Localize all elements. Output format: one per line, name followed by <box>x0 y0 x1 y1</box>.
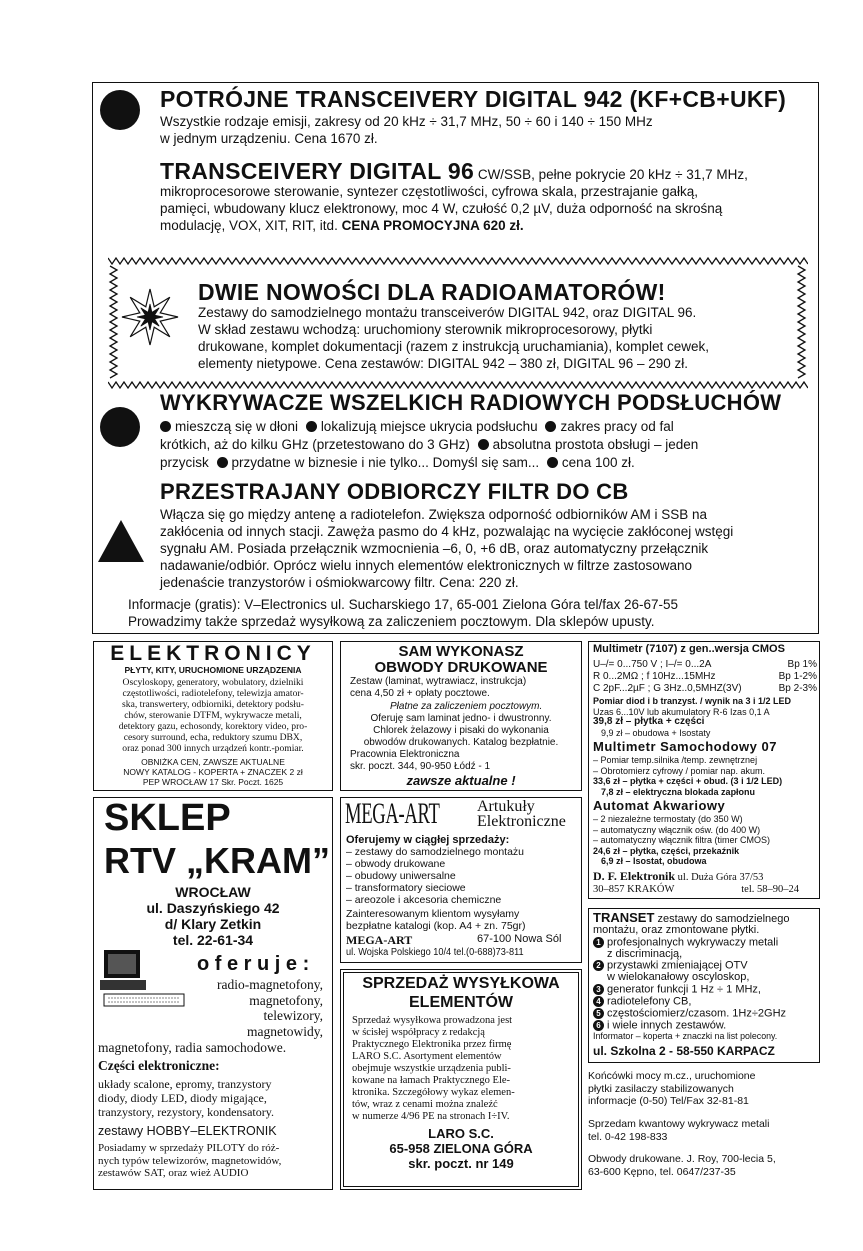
price: 7,8 zł – elektryczna blokada zapłonu <box>601 786 756 797</box>
bullet-icon <box>478 439 489 450</box>
line: bezpłatne katalogi (kop. A4 + zn. 75gr) <box>346 920 526 932</box>
line: cesory surround, echa, reduktory szumu DBX, <box>123 732 303 743</box>
price: 9,9 zł – obudowa + Isostaty <box>601 727 711 738</box>
line: układy scalone, epromy, tranzystory <box>98 1077 272 1091</box>
mega-art-logo: MEGA-ART <box>345 797 440 830</box>
price: 24,6 zł – płytka, części, przekaźnik <box>593 845 740 856</box>
mega-art-offer: Oferujemy w ciągłej sprzedaży: <box>346 834 510 846</box>
laro-box: skr. poczt. nr 149 <box>408 1156 514 1171</box>
line: Sprzedam kwantowy wykrywacz metali <box>588 1118 770 1130</box>
sam-text-list <box>342 713 580 749</box>
laro-footer <box>343 1126 579 1171</box>
elektronicy-subtitle: PŁYTY, KITY, URUCHOMIONE URZĄDZENIA <box>124 665 302 675</box>
mega-art-items <box>346 846 526 932</box>
mega-art-name: MEGA-ART <box>346 933 413 947</box>
line: informacje (0-50) Tel/Fax 32-81-81 <box>588 1095 749 1107</box>
spec-accuracy: Bp 1% <box>787 659 817 670</box>
firm-line <box>593 870 819 884</box>
sam-text-italic: Płatne za zaliczeniem pocztowym. <box>390 701 543 712</box>
number-badge-icon: 4 <box>593 996 604 1007</box>
bullet-dot-icon <box>100 407 140 447</box>
kram-oferuje: o f e r u j e : <box>197 953 310 975</box>
spec-accuracy: Bp 2-3% <box>778 683 817 694</box>
ad-text-wykrywacze-1 <box>160 418 674 435</box>
transet-address: ul. Szkolna 2 - 58-550 KARPACZ <box>593 1044 775 1058</box>
ad-title-filtr-cb: PRZESTRAJANY ODBIORCZY FILTR DO CB <box>160 479 629 504</box>
firm-city: 30–857 KRAKÓW <box>593 884 675 895</box>
kram-city: WROCŁAW <box>175 884 251 900</box>
ad-text-wykrywacze-3 <box>160 454 635 471</box>
transet-item-cont: z discriminacją, <box>607 947 683 960</box>
ad-text-digital-96-1: mikroprocesorowe sterowanie, syntezer częstotliwości, cyfrowa skala, przestrajanie gałką, <box>160 184 698 199</box>
item: – obwody drukowane <box>346 858 446 870</box>
laro-title-1: SPRZEDAŻ WYSYŁKOWA <box>362 975 560 992</box>
bullet-dot-icon <box>100 90 140 130</box>
line: Obwody drukowane. J. Roy, 700-lecia 5, <box>588 1153 776 1165</box>
ad-text-nowosci-2: W skład zestawu wchodzą: uruchomiony sterownik mikroprocesorowy, płytki <box>198 322 653 337</box>
line: Chlorek żelazowy i pisaki do wykonania <box>373 725 549 736</box>
ad-text-filtr-4: nadawanie/odbiór. Oprócz wielu innych elementów elektronicznych w filtrze zastosowano <box>160 558 693 573</box>
line: ska, transwertery, odbiorniki, detektory podsłu- <box>122 699 304 710</box>
line: obejmuje wszystkie urządzenia publi- <box>352 1063 511 1074</box>
item: radio-magnetofony, <box>217 977 323 992</box>
ad-title-digital-96: TRANSCEIVERY DIGITAL 96 <box>160 158 475 184</box>
firm-name: D. F. Elektronik <box>593 869 676 883</box>
small-ad-wykrywacz <box>588 1118 769 1143</box>
kram-czesci-title: Części elektroniczne: <box>98 1058 220 1073</box>
transet-head-2: montażu, oraz zmontowane płytki. <box>593 924 760 936</box>
line: tranzystory, rezystory, kondensatory. <box>98 1105 274 1119</box>
kram-items <box>190 977 323 1039</box>
ad-text-filtr-3: sygnału AM. Posiada przełącznik wzmocnienia –6, 0, +6 dB, oraz automatyczny przełącznik <box>160 541 709 556</box>
item: telewizory, <box>263 1008 323 1023</box>
transet-head <box>593 910 790 925</box>
sam-title-1: SAM WYKONASZ <box>398 643 524 660</box>
triangle-icon <box>98 520 144 562</box>
transet-item-text: profesjonalnych wykrywaczy metali <box>607 936 779 949</box>
contact-info: Informacje (gratis): V–Electronics ul. Sucharskiego 17, 65-001 Zielona Góra tel/fax 26-67-55 <box>128 597 679 612</box>
transet-head-text: zestawy do samodzielnego <box>654 913 790 925</box>
line: NOWY KATALOG - KOPERTA + ZNACZEK 2 zł <box>123 767 303 777</box>
item: – obudowy uniwersalne <box>346 870 456 882</box>
line: Końcówki mocy m.cz., uruchomione <box>588 1070 756 1082</box>
transet-item <box>593 984 817 996</box>
line: LARO S.C. Asortyment elementów <box>352 1051 502 1062</box>
bullet-icon <box>545 421 556 432</box>
line: w ścisłej współpracy z redakcją <box>352 1027 485 1038</box>
transet-item-text: częstościomierz/czasom. 1Hz÷2GHz <box>607 1007 787 1020</box>
elektronicy-title: ELEKTRONICY <box>110 642 316 665</box>
multimetr-samochodowy-title: Multimetr Samochodowy 07 <box>593 739 777 754</box>
automat-text <box>593 814 819 867</box>
number-badge-icon: 2 <box>593 960 604 971</box>
ad-title-digital-96-suffix: CW/SSB, pełne pokrycie 20 kHz ÷ 31,7 MHz, <box>474 167 748 182</box>
line: diody, diody LED, diody migające, <box>98 1091 267 1105</box>
spec-row <box>593 659 817 671</box>
transet-item <box>593 1020 817 1032</box>
line: Praktycznego Elektronika przez firmę <box>352 1039 512 1050</box>
feature: absolutna prostota obsługi – jeden <box>492 437 699 452</box>
line: – 2 niezależne termostaty (do 350 W) <box>593 814 743 824</box>
elektronicy-list <box>95 677 331 754</box>
transet-item-text: generator funkcji 1 Hz ÷ 1 MHz, <box>607 983 761 996</box>
ad-text-nowosci-1: Zestawy do samodzielnego montażu transceiverów DIGITAL 942, oraz DIGITAL 96. <box>198 305 697 320</box>
spec-row <box>593 683 817 695</box>
transet-item-text: radiotelefony CB, <box>607 995 692 1008</box>
ad-text-filtr-2: zakłócenia od innych stacji. Zawęża pasmo do 4 kHz, pozwalając na wycięcie zakłóconej wstęgi <box>160 524 734 539</box>
line: Oscyloskopy, generatory, wobulatory, dzielniki <box>122 677 304 688</box>
transet-item <box>593 996 817 1008</box>
ad-title-dwie-nowosci: DWIE NOWOŚCI DLA RADIOAMATORÓW! <box>198 279 666 305</box>
feature: zakres pracy od fal <box>560 419 674 434</box>
line: – Pomiar temp.silnika /temp. zewnętrznej <box>593 755 758 765</box>
sam-footer: zawsze aktualne ! <box>406 773 516 788</box>
line: Pomiar diod i b tranzyst. / wynik na 3 i 1/2 LED <box>593 696 792 706</box>
firm-tel: tel. 58–90–24 <box>741 884 799 895</box>
transet-list <box>593 937 817 1031</box>
spec: C 2pF...2µF ; G 3Hz..0,5MHZ(3V) <box>593 683 742 694</box>
ad-text-filtr-5: jedenaście tranzystorów i ośmiokwarcowy filtr. Cena: 220 zł. <box>160 575 519 590</box>
ad-text-digital-942-1: Wszystkie rodzaje emisji, zakresy od 20 kHz ÷ 31,7 MHz, 50 ÷ 60 i 140 ÷ 150 MHz <box>160 114 653 129</box>
ad-title-digital-942: POTRÓJNE TRANSCEIVERY DIGITAL 942 (KF+CB+UKF) <box>160 86 787 112</box>
contact-shipping: Prowadzimy także sprzedaż wysyłkową za zaliczeniem pocztowym. Dla sklepów upusty. <box>128 614 655 629</box>
line: 63-600 Kępno, tel. 0647/237-35 <box>588 1165 736 1178</box>
ad-text-wykrywacze-2 <box>160 436 698 453</box>
firm-line-2 <box>593 884 819 896</box>
transet-brand: TRANSET <box>593 910 655 925</box>
bullet-icon <box>306 421 317 432</box>
line: tów, wraz z cenami można znaleźć <box>352 1099 498 1110</box>
multimetr-samochodowy-text <box>593 755 819 797</box>
sam-text-2: cena 4,50 zł + opłaty pocztowe. <box>350 688 490 699</box>
price: 6,9 zł – Isostat, obudowa <box>601 856 707 866</box>
line: detektory gazu, echosondy, korektory video, pro- <box>118 721 308 732</box>
line: OBNIŻKA CEN, ZAWSZE AKTUALNE <box>141 757 285 767</box>
item: – areozole i akcesoria chemiczne <box>346 894 502 906</box>
kram-piloty <box>98 1142 281 1180</box>
ad-title-digital-96-line <box>160 158 748 185</box>
ad-text-digital-96-last: modulację, VOX, XIT, RIT, itd. <box>160 218 342 233</box>
line: Oferuję sam laminat jedno- i dwustronny. <box>370 713 552 724</box>
elektronicy-footer <box>95 757 331 787</box>
ad-text-digital-96-2: pamięci, wbudowany klucz elektronowy, moc 4 W, czułość 0,2 µV, duża odporność na skrośną <box>160 201 723 216</box>
kram-street: ul. Daszyńskiego 42 <box>146 900 280 916</box>
kram-title-sklep: SKLEP <box>104 797 231 839</box>
transet-item-cont: w wielokanałowy oscyloskop, <box>607 971 750 984</box>
firm-street: ul. Duża Góra 37/53 <box>675 872 764 883</box>
feature: lokalizują miejsce ukrycia podsłuchu <box>320 419 538 434</box>
computer-icon <box>100 950 190 1012</box>
spec: U–/= 0...750 V ; I–/= 0...2A <box>593 659 712 670</box>
ad-text-nowosci-3: drukowane, komplet dokumentacji (razem z instrukcją uruchamiania), komplet cewek, <box>198 339 709 354</box>
sam-text-1: Zestaw (laminat, wytrawiacz, instrukcja) <box>350 676 527 687</box>
bullet-icon <box>217 457 228 468</box>
kram-corner: d/ Klary Zetkin <box>164 916 262 932</box>
item: magnetowidy, <box>247 1023 323 1039</box>
laro-city: 65-958 ZIELONA GÓRA <box>389 1141 533 1156</box>
transet-item <box>593 1008 817 1020</box>
line: częstotliwości, radiotelefony, telewizja amator- <box>122 688 304 699</box>
item: magnetofony, <box>249 992 323 1008</box>
line: – automatyczny włącznik ośw. (do 400 W) <box>593 824 761 835</box>
star-icon <box>120 287 180 347</box>
feature: cena 100 zł. <box>561 455 635 470</box>
line: PEP WROCŁAW 17 Skr. Poczt. 1625 <box>142 777 284 787</box>
kram-tel: tel. 22-61-34 <box>172 932 254 948</box>
transet-item-text: przystawki zmieniającej OTV <box>607 959 748 972</box>
number-badge-icon: 5 <box>593 1008 604 1019</box>
mega-art-address: ul. Wojska Polskiego 10/4 tel.(0-688)73-811 <box>346 947 524 958</box>
line: oraz ponad 300 innych urządzeń kontr.-pomiar. <box>122 743 304 754</box>
mega-art-city: 67-100 Nowa Sól <box>477 933 562 945</box>
price: 33,6 zł – płytka + części + obud. (3 i 1/2 LED) <box>593 776 783 786</box>
mega-art-t1: Artukuły <box>477 798 535 815</box>
item: – transformatory sieciowe <box>346 882 466 894</box>
ad-text-nowosci-4: elementy nietypowe. Cena zestawów: DIGITAL 942 – 380 zł, DIGITAL 96 – 290 zł. <box>198 356 688 371</box>
line: płytki zasilaczy stabilizowanych <box>588 1082 734 1095</box>
number-badge-icon: 3 <box>593 984 604 995</box>
kram-hobby: zestawy HOBBY–ELEKTRONIK <box>98 1124 277 1138</box>
transet-info: Informator – koperta + znaczki na list polecony. <box>593 1031 778 1042</box>
line: Uzas 6...10V lub akumulatory R-6 Izas 0,1 A <box>593 706 770 717</box>
ad-title-wykrywacze: WYKRYWACZE WSZELKICH RADIOWYCH PODSŁUCHÓW <box>160 390 782 415</box>
line: Zainteresowanym klientom wysyłamy <box>346 908 520 920</box>
feature: mieszczą się w dłoni <box>175 419 299 434</box>
line: Sprzedaż wysyłkowa prowadzona jest <box>352 1015 513 1026</box>
feature: przydatne w biznesie i nie tylko... Domyśl się sam... <box>231 455 540 470</box>
laro-title-2: ELEMENTÓW <box>409 994 513 1011</box>
spec-accuracy: Bp 1-2% <box>778 671 817 682</box>
multimetr-text <box>593 696 819 738</box>
spec: R 0...2MΩ ; f 10Hz...15MHz <box>593 671 716 682</box>
multimetr-title: Multimetr (7107) z gen..wersja CMOS <box>593 643 785 655</box>
line: chów, sterowanie DTFM, wykrywacze metali, <box>124 710 302 721</box>
line: zestawów SAT, oraz wież AUDIO <box>98 1167 249 1179</box>
line: – automatyczny włącznik filtra (timer CMOS) <box>593 835 771 845</box>
laro-text <box>352 1015 572 1123</box>
df-elektronik-address <box>593 870 819 896</box>
price: 39,8 zł – płytka + części <box>593 716 705 727</box>
kram-radia: magnetofony, radia samochodowe. <box>98 1040 287 1055</box>
line: ktronika. Szczegółowy wykaz elemen- <box>352 1087 515 1098</box>
kram-address <box>95 884 331 948</box>
bullet-icon <box>547 457 558 468</box>
transet-item-text: i wiele innych zestawów. <box>607 1018 727 1031</box>
ad-price-promo: CENA PROMOCYJNA 620 zł. <box>341 218 524 233</box>
ad-text-filtr-1: Włącza się go między antenę a radiotelefon. Zwiększa odporność odbiorników AM i SSB na <box>160 507 708 522</box>
feature: krótkich, aż do kilku GHz (przetestowano do 3 GHz) <box>160 437 470 452</box>
line: w numerze 4/96 PE na stronach I÷IV. <box>352 1111 510 1122</box>
kram-title-rtv: RTV „KRAM” <box>104 840 330 881</box>
ad-text-digital-96-3 <box>160 217 524 234</box>
small-ad-obwody <box>588 1153 776 1178</box>
number-badge-icon: 1 <box>593 937 604 948</box>
number-badge-icon: 6 <box>593 1020 604 1031</box>
line: nych typów telewizorów, magnetowidów, <box>98 1154 282 1167</box>
line: – Obrotomierz cyfrowy / pomiar nap. akum. <box>593 765 766 776</box>
line: obwodów drukowanych. Katalog bezpłatnie. <box>363 737 559 748</box>
kram-czesci <box>98 1077 274 1119</box>
item: – zestawy do samodzielnego montażu <box>346 846 525 858</box>
line: tel. 0-42 198-833 <box>588 1130 668 1143</box>
bullet-icon <box>160 421 171 432</box>
sam-title-2: OBWODY DRUKOWANE <box>374 659 548 676</box>
spec-row <box>593 671 817 683</box>
feature: przycisk <box>160 455 209 470</box>
laro-name: LARO S.C. <box>428 1126 494 1141</box>
mega-art-t2: Elektroniczne <box>477 813 566 830</box>
sam-company: Pracownia Elektroniczna <box>350 749 460 760</box>
ad-text-digital-942-2: w jednym urządzeniu. Cena 1670 zł. <box>160 131 378 146</box>
sam-address: skr. poczt. 344, 90-950 Łódź - 1 <box>350 761 491 772</box>
automat-title: Automat Akwariowy <box>593 798 726 813</box>
line: kowane na łamach Praktycznego Ele- <box>352 1075 511 1086</box>
line: Posiadamy w sprzedaży PILOTY do róż- <box>98 1142 280 1154</box>
multimetr-specs <box>593 659 817 695</box>
small-ad-koncowki <box>588 1070 755 1108</box>
